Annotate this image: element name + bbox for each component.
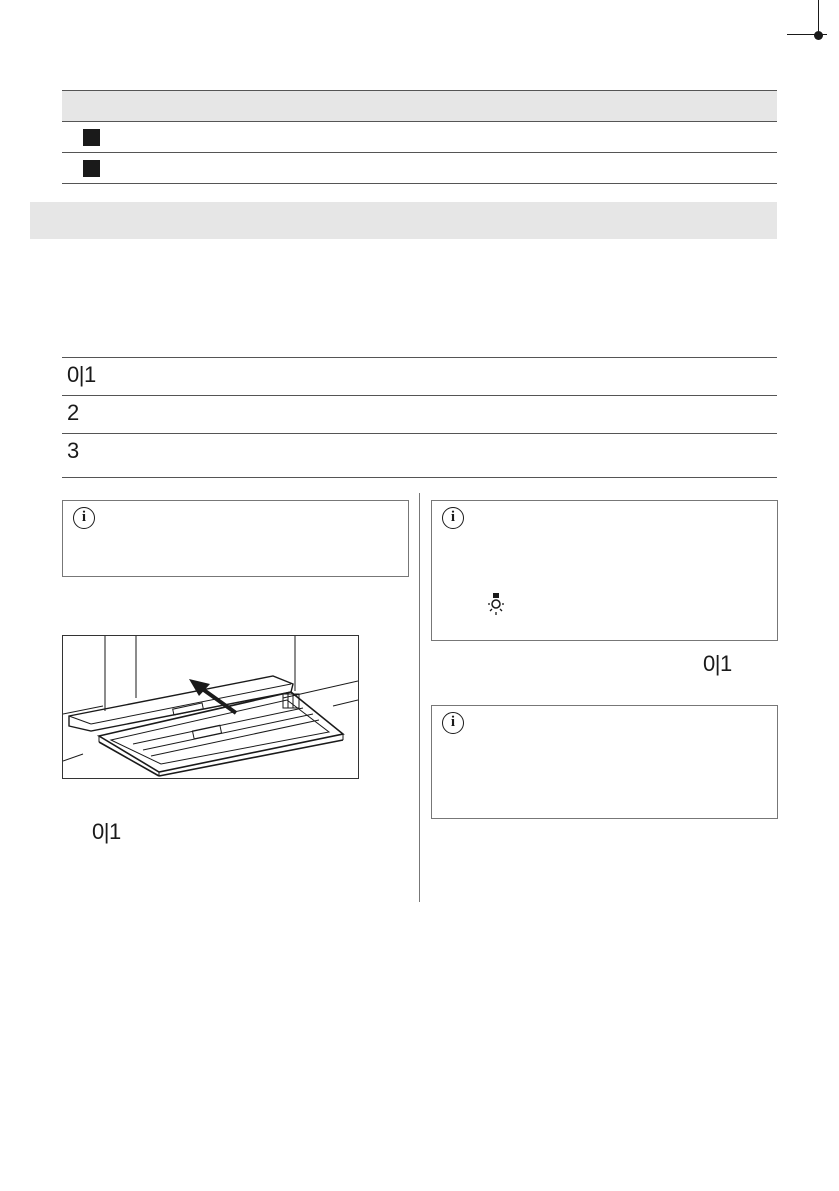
power-symbol: 0|1 (67, 362, 96, 387)
light-bulb-icon (486, 592, 506, 616)
info-icon: i (442, 712, 464, 734)
table-bottom-rule (62, 477, 777, 478)
black-square-icon (83, 129, 100, 146)
info-note-right-1 (431, 500, 778, 641)
table-row (62, 122, 777, 153)
power-symbol-inline: 0|1 (703, 651, 732, 676)
column-divider (419, 493, 420, 902)
crop-mark-dot (814, 31, 823, 40)
hood-drawing (63, 636, 358, 778)
power-symbol-inline: 0|1 (92, 819, 121, 844)
info-note-right-2 (431, 705, 778, 819)
table-row (62, 153, 777, 184)
table-header (62, 90, 777, 122)
control-row (62, 357, 777, 395)
speed-3-symbol: 3 (67, 438, 79, 463)
control-row (62, 433, 777, 478)
info-icon: i (442, 507, 464, 529)
info-note-left (62, 500, 409, 577)
black-square-icon (83, 160, 100, 177)
control-row (62, 395, 777, 433)
section-heading-bar (30, 202, 777, 239)
info-icon: i (73, 507, 95, 529)
hood-illustration (62, 635, 359, 779)
speed-2-symbol: 2 (67, 400, 79, 425)
